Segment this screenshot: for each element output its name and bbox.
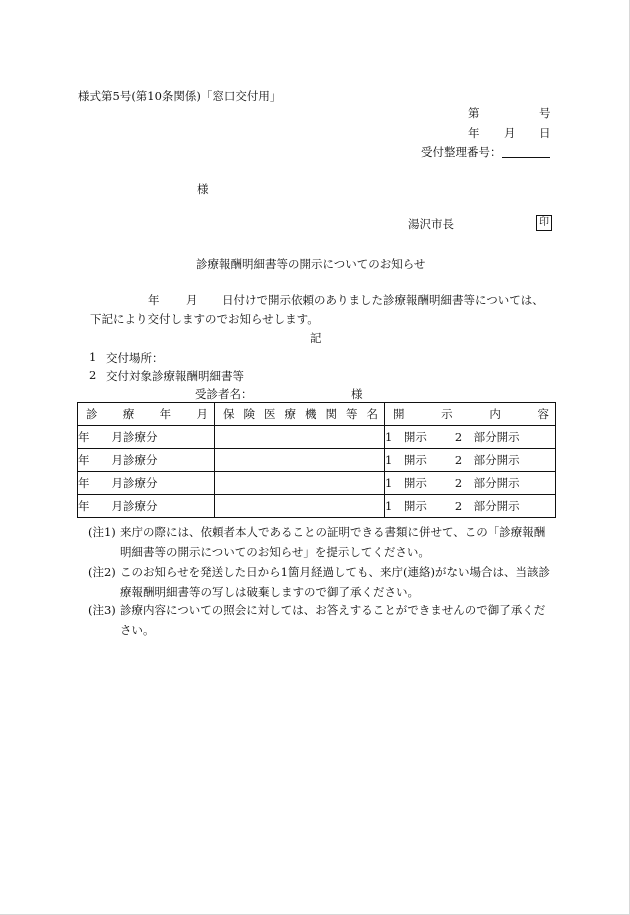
row-month-label: 月診療分	[111, 453, 158, 467]
patient-suffix: 様	[351, 387, 363, 401]
header-date-char: 月	[196, 407, 208, 421]
note-text: 来庁の際には、依頼者本人であることの証明できる書類に併せて、この「診療報酬明細書等の開示についてのお知らせ」を提示してください。	[120, 525, 546, 559]
header-institution-char: 医	[264, 407, 276, 421]
seal: 印	[536, 215, 552, 231]
table-row	[78, 472, 556, 495]
number-dai: 第	[468, 106, 480, 120]
ki-heading: 記	[310, 331, 322, 345]
note-tag: (注3)	[88, 603, 116, 617]
document-title: 診療報酬明細書等の開示についてのお知らせ	[196, 257, 426, 271]
date-day: 日	[539, 126, 551, 140]
option-disclose: 1 開示	[385, 499, 427, 513]
row-content	[385, 426, 556, 449]
header-content-char: 容	[537, 407, 549, 421]
header-institution-char: 機	[305, 407, 317, 421]
item-2-num: 2	[89, 368, 97, 382]
header-content-char: 内	[489, 407, 501, 421]
option-disclose: 1 開示	[385, 476, 427, 490]
receipt-number-label: 受付整理番号：	[421, 145, 502, 159]
header-date-char: 年	[159, 407, 172, 421]
row-year: 年	[78, 476, 90, 490]
table-row	[78, 495, 556, 518]
body-line1: 日付けで開示依頼のありました診療報酬明細書等については、	[222, 293, 544, 307]
header-content-char: 開	[393, 407, 405, 421]
note-text: 診療内容についての照会に対しては、お答えすることができませんので御了承ください。	[120, 603, 546, 637]
row-content	[385, 472, 556, 495]
header-institution-char: 療	[284, 407, 296, 421]
header-date-char: 療	[122, 407, 135, 421]
header-institution-char: 等	[346, 407, 358, 421]
header-institution-char: 関	[325, 407, 337, 421]
item-1-num: 1	[89, 350, 97, 364]
receipt-number-line	[502, 157, 550, 158]
header-content-char: 示	[441, 407, 453, 421]
row-date	[78, 449, 215, 472]
header-date	[78, 403, 215, 426]
option-partial: 2 部分開示	[454, 476, 520, 490]
item-2-text: 交付対象診療報酬明細書等	[106, 369, 244, 383]
option-disclose: 1 開示	[385, 453, 427, 467]
item-1-text: 交付場所：	[106, 351, 164, 365]
row-year: 年	[78, 430, 90, 444]
row-date	[78, 472, 215, 495]
row-month-label: 月診療分	[111, 476, 158, 490]
row-institution	[215, 472, 385, 495]
date-month: 月	[504, 126, 516, 140]
sender: 湯沢市長	[408, 217, 454, 231]
note-3	[88, 600, 554, 640]
option-partial: 2 部分開示	[454, 453, 520, 467]
row-month-label: 月診療分	[111, 499, 158, 513]
body-month: 月	[186, 293, 198, 307]
row-institution	[215, 426, 385, 449]
row-year: 年	[78, 499, 90, 513]
note-tag: (注1)	[88, 525, 116, 539]
header-date-char: 診	[86, 407, 98, 421]
patient-label: 受診者名：	[195, 387, 253, 401]
header-institution-char: 名	[366, 407, 378, 421]
note-1	[88, 522, 554, 562]
body-line2: 下記により交付しますのでお知らせします。	[90, 312, 319, 326]
recipient-suffix: 様	[197, 182, 209, 196]
row-date	[78, 426, 215, 449]
table-row	[78, 449, 556, 472]
note-text: このお知らせを発送した日から1箇月経過しても、来庁(連絡)がない場合は、当該診療報酬明細書等の写しは破棄しますので御了承ください。	[120, 565, 550, 599]
row-institution	[215, 449, 385, 472]
form-header: 様式第5号(第10条関係)「窓口交付用」	[78, 89, 282, 103]
row-month-label: 月診療分	[111, 430, 158, 444]
disclosure-table	[77, 402, 556, 518]
row-institution	[215, 495, 385, 518]
row-content	[385, 495, 556, 518]
number-go: 号	[539, 106, 551, 120]
header-institution-char: 保	[223, 407, 235, 421]
header-institution	[215, 403, 385, 426]
row-year: 年	[78, 453, 90, 467]
table-header-row	[78, 403, 556, 426]
body-year: 年	[148, 293, 160, 307]
row-date	[78, 495, 215, 518]
note-tag: (注2)	[88, 565, 116, 579]
option-partial: 2 部分開示	[454, 499, 520, 513]
option-disclose: 1 開示	[385, 430, 427, 444]
table-row	[78, 426, 556, 449]
header-institution-char: 険	[243, 407, 255, 421]
option-partial: 2 部分開示	[454, 430, 520, 444]
header-content	[385, 403, 556, 426]
note-2	[88, 562, 554, 602]
row-content	[385, 449, 556, 472]
date-year: 年	[468, 126, 480, 140]
